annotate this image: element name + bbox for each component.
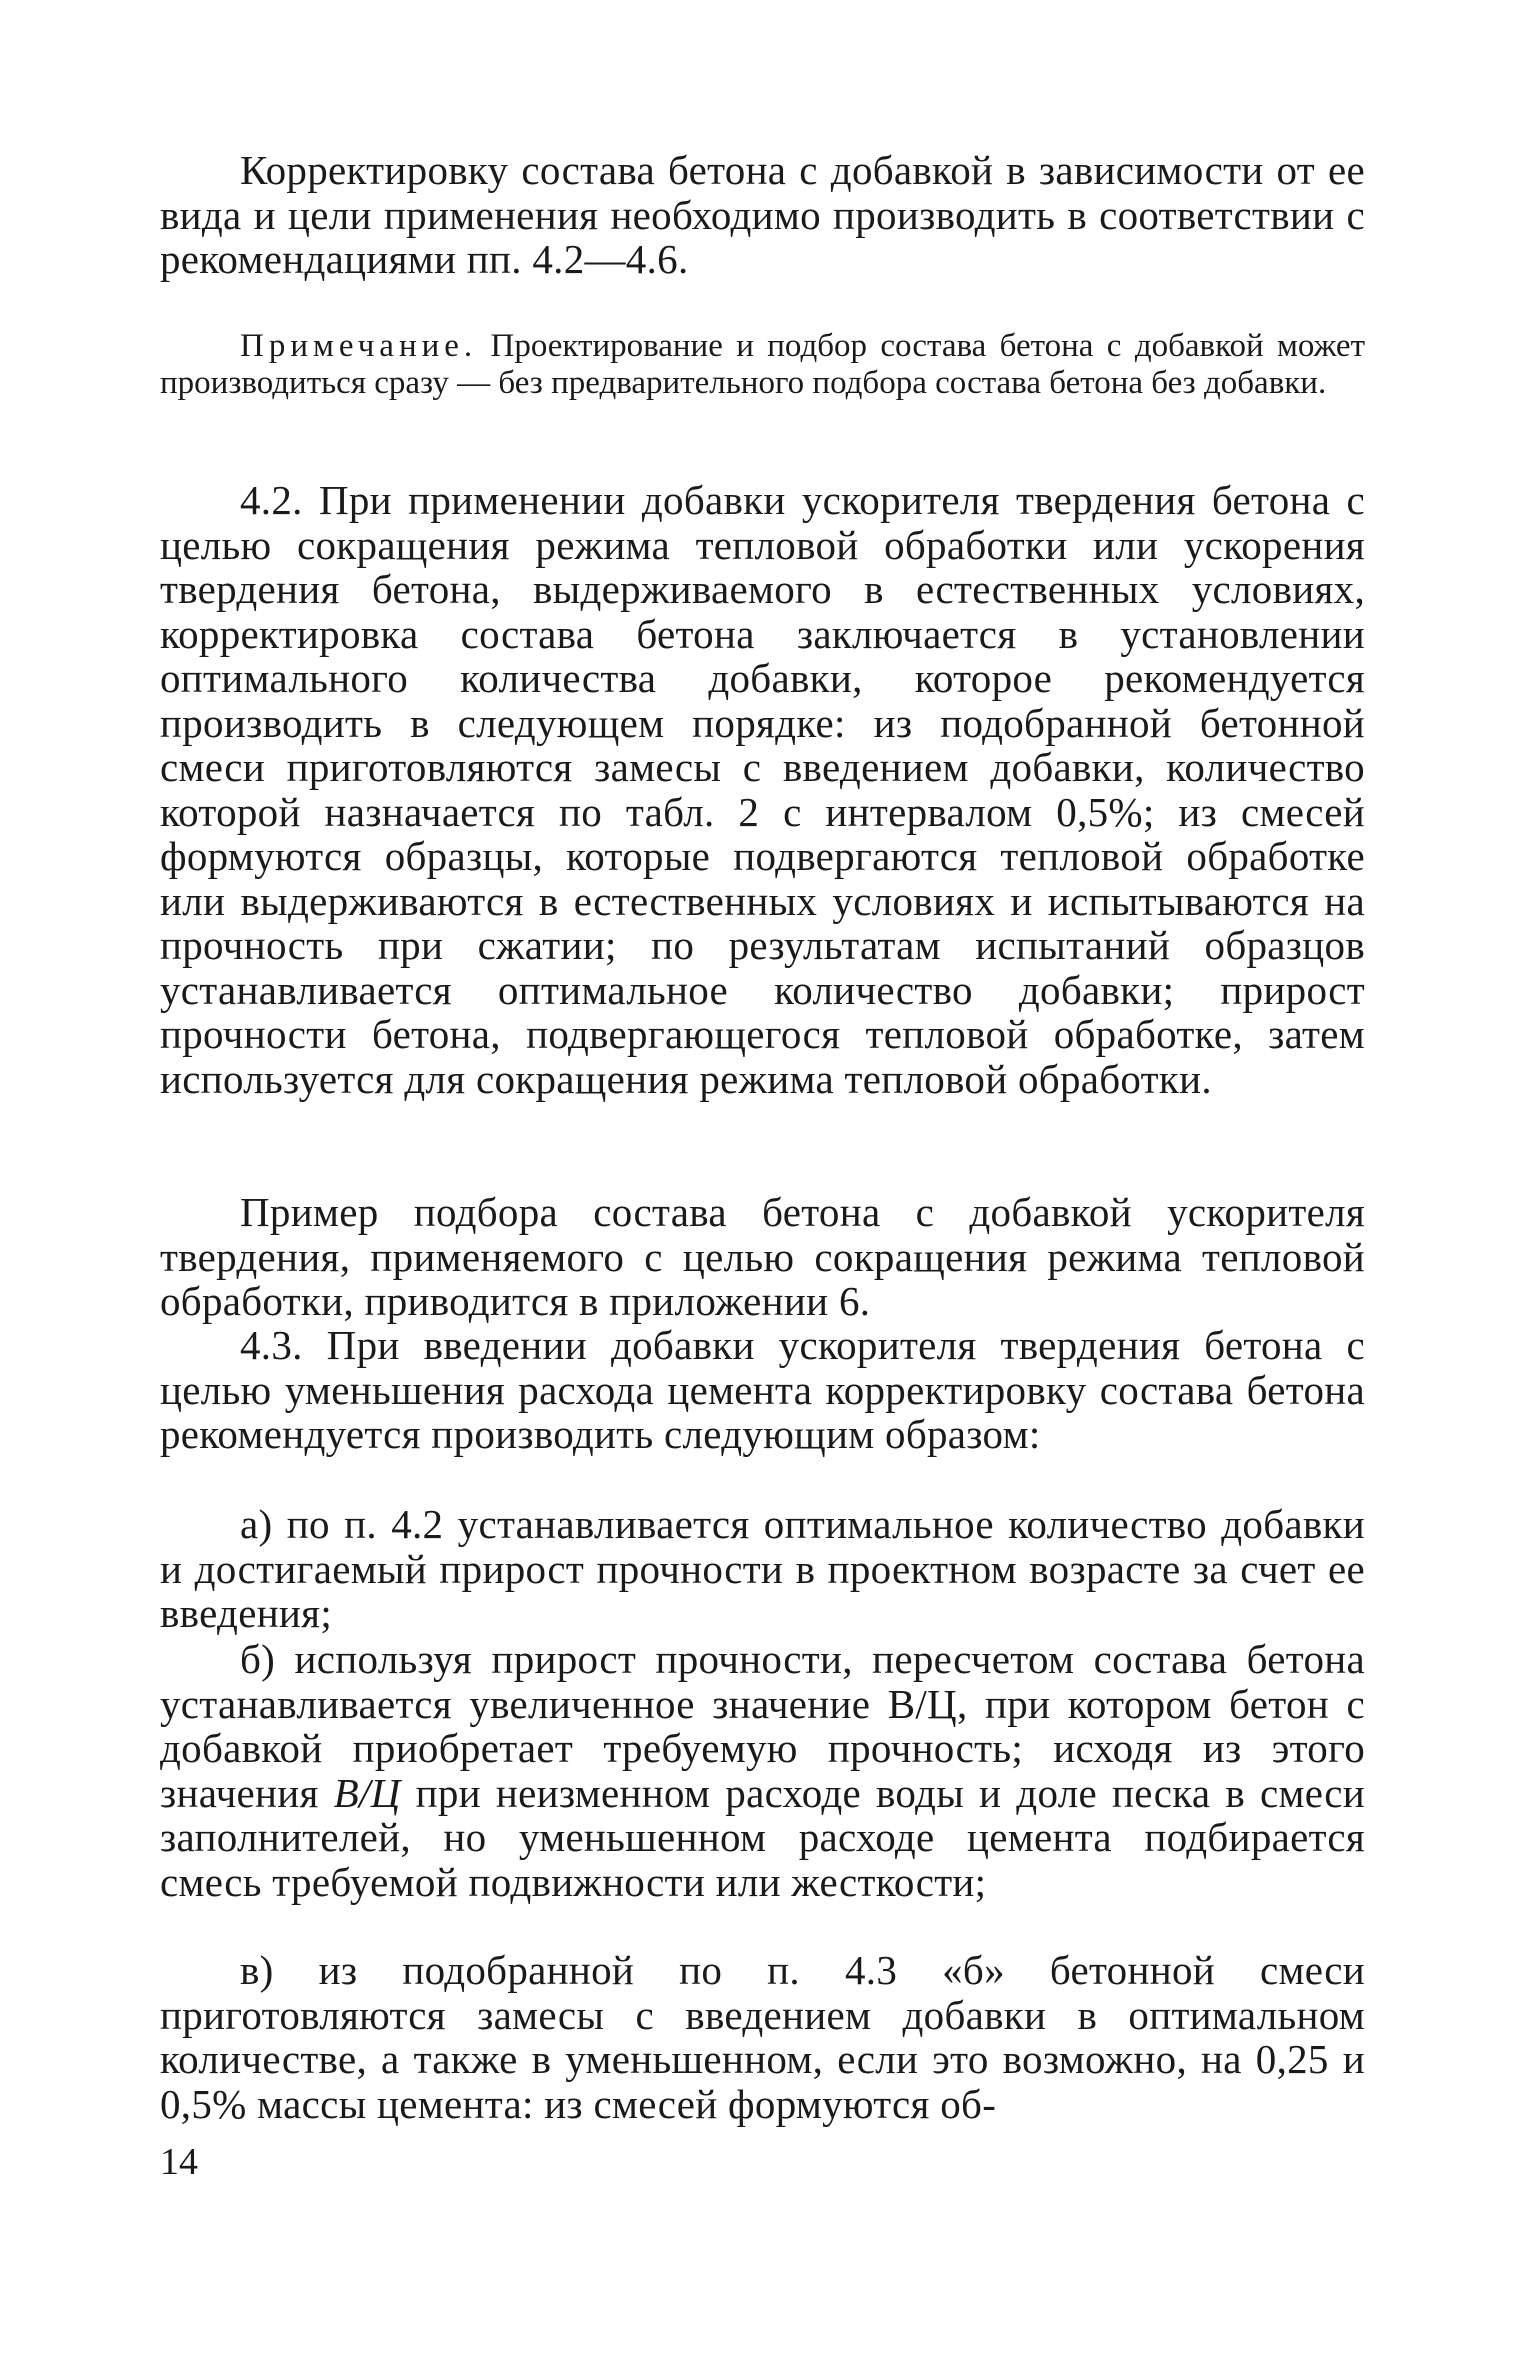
page-number: 14: [160, 2141, 198, 2183]
list-item-b-part2: при неизменном расходе воды и доле песка в смеси заполнителей, но уменьшенном расходе цемента подбирается смесь требуемой подвижности или жесткости;: [160, 1769, 1366, 1905]
intro-paragraph: Корректировку состава бетона с добавкой в зависимости от ее вида и цели применения необходимо производить в соответствии с рекомендациями пп. 4.2—4.6.: [160, 147, 1365, 282]
list-item-b-part1: б) используя прирост прочности, пересчетом состава бетона устанавливается увеличенное значение В/Ц, при котором бетон с добавкой приобретает требуемую прочность; исходя из этого значения: [160, 1636, 1365, 1816]
note-text: Проектирование и подбор состава бетона с добавкой может производиться сразу — без предварительного подбора состава бетона без добавки.: [160, 328, 1366, 401]
section-4-3-paragraph: 4.3. При введении добавки ускорителя твердения бетона с целью уменьшения расхода цемента корректировку состава бетона рекомендуется производить следующим образом:: [160, 1322, 1365, 1457]
list-item-v: в) из подобранной по п. 4.3 «б» бетонной смеси приготовляются замесы с введением добавки в оптимальном количестве, а также в уменьшенном, если это возможно, на 0,25 и 0,5% массы цемента: из смесей формуются об-: [160, 1947, 1365, 2127]
list-item-b-ratio: В/Ц: [333, 1769, 401, 1816]
note-label: Примечание.: [240, 328, 478, 364]
section-4-2-paragraph: 4.2. При применении добавки ускорителя твердения бетона с целью сокращения режима тепловой обработки или ускорения твердения бетона, выдерживаемого в естественных условиях, корректировка состава бетона заключается в установлении оптимального количества добавки, которое рекомендуется производить в следующем порядке: из подобранной бетонной смеси приготовляются замесы с введением добавки, количество которой назначается по табл. 2 с интервалом 0,5%; из смесей формуются образцы, которые подвергаются тепловой обработке или выдерживаются в естественных условиях и испытываются на прочность при сжатии; по результатам испытаний образцов устанавливается оптимальное количество добавки; прирост прочности бетона, подвергающегося тепловой обработке, затем используется для сокращения режима тепловой обработки.: [160, 477, 1365, 1102]
note-paragraph: [160, 328, 1365, 402]
example-paragraph: Пример подбора состава бетона с добавкой ускорителя твердения, применяемого с целью сокращения режима тепловой обработки, приводится в приложении 6.: [160, 1189, 1365, 1324]
list-item-a: а) по п. 4.2 устанавливается оптимальное количество добавки и достигаемый прирост прочности в проектном возрасте за счет ее введения;: [160, 1501, 1365, 1636]
list-item-b: [160, 1637, 1365, 1904]
